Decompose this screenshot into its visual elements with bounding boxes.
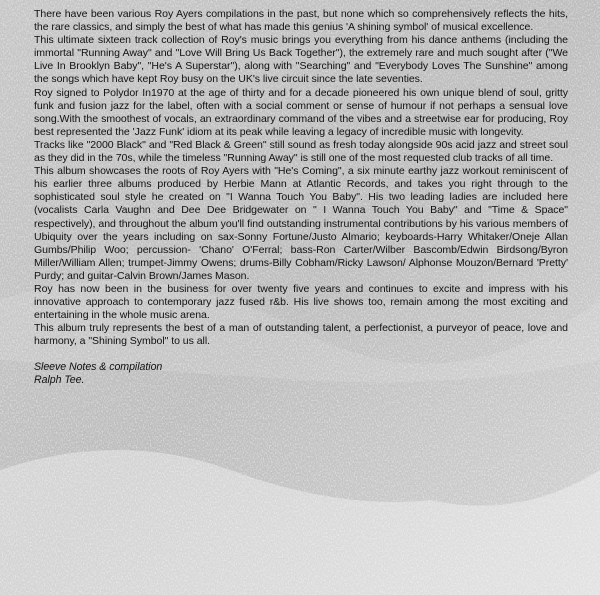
liner-paragraph-intro: There have been various Roy Ayers compilations in the past, but none which so comprehensively reflects the hits, the rare classics, and simply the best of what has made this genius 'A shining symbol' of musical excellence.	[34, 8, 568, 34]
liner-paragraph-tracks: Tracks like "2000 Black" and "Red Black & Green" still sound as fresh today alongside 90s acid jazz and street soul as they did in the 70s, while the timeless "Running Away" is still one of the most requested club tracks of all time.	[34, 138, 568, 165]
liner-paragraph-career: Roy has now been in the business for over twenty five years and continues to excite and impress with his innovative approach to contemporary jazz fused r&b. His live shows too, remain among the most exciting and entertaining in the whole music arena.	[34, 282, 568, 322]
liner-paragraph-track-collection: This ultimate sixteen track collection of Roy's music brings you everything from his dance anthems (including the immortal "Running Away" and "Love Will Bring Us Back Together"), the extremely rare and much sought after ("We Live In Brooklyn Baby", "He's A Superstar"), along with "Searching" and "Everybody Loves The Sunshine" among the songs which have kept Roy busy on the UK's live circuit since the late seventies.	[34, 34, 568, 86]
credit-author: Ralph Tee.	[34, 374, 85, 387]
liner-paragraph-album-showcase: This album showcases the roots of Roy Ayers with "He's Coming", a six minute earthy jazz workout reminiscent of his earlier three albums produced by Herbie Mann at Atlantic Records, and takes you right through to the sophisticated soul style he created on "I Wanna Touch You Baby". His two leading ladies are included here (vocalists Carla Vaughn and Dee Dee Bridgewater on " I Wanna Touch You Baby" and "Time & Space" respectively), and throughout the album you'll find outstanding instrumental contributions by his various members of Ubiquity over the years including on sax-Sonny Fortune/Justo Almario; keyboards-Harry Whitaker/Oneje Allan Gumbs/Philip Woo; percussion- 'Chano' O'Ferral; bass-Ron Carter/Wilber Bascomb/Edwin Birdsong/Byron Miller/William Allen; trumpet-Jimmy Owens; drums-Billy Cobham/Ricky Lawson/ Alphonse Mouzon/Bernard 'Pretty' Purdy; and guitar-Calvin Brown/James Mason.	[34, 165, 568, 282]
credit-role: Sleeve Notes & compilation	[34, 361, 163, 374]
liner-paragraph-closing: This album truly represents the best of a man of outstanding talent, a perfectionist, a purveyor of peace, love and harmony, a "Shining Symbol" to us all.	[34, 322, 568, 348]
liner-credit	[34, 361, 568, 387]
liner-notes	[34, 8, 568, 387]
liner-paragraph-polydor: Roy signed to Polydor In1970 at the age of thirty and for a decade pioneered his own unique blend of soul, gritty funk and fusion jazz for the label, often with a social comment or sense of humour if not perhaps a sensual love song.With the smoothest of vocals, an extraordinary command of the vibes and a streetwise ear for producing, Roy best represented the 'Jazz Funk' idiom at its peak while leaving a legacy of incredible music with longevity.	[34, 86, 568, 138]
